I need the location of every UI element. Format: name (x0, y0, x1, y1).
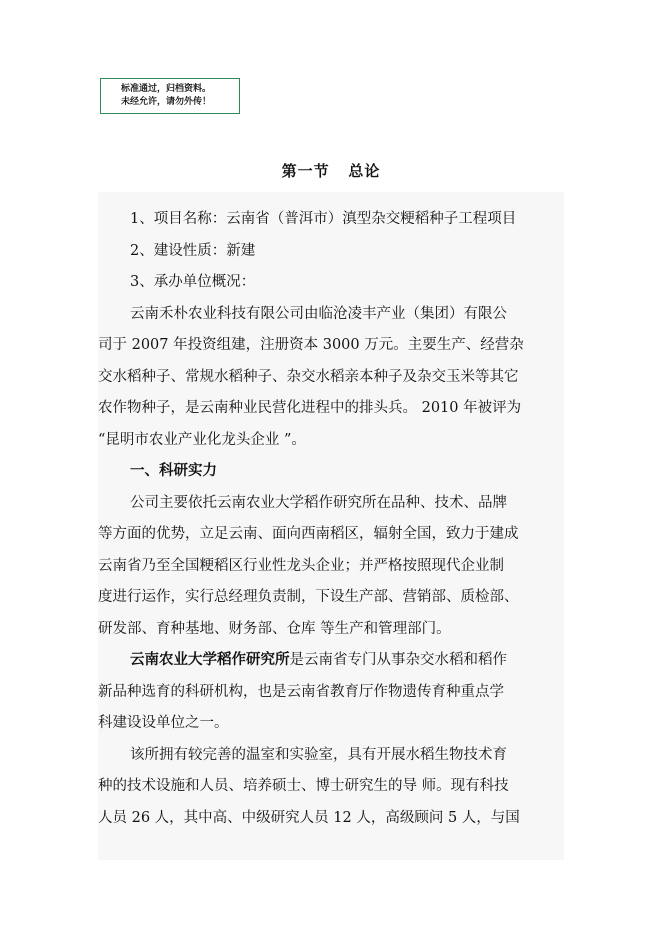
paragraph-line: 人员 26 人，其中高、中级研究人员 12 人，高级顾问 5 人，与国 (98, 809, 520, 826)
item-construction-nature: 2、建设性质：新建 (130, 242, 256, 259)
section-title: 第一节 总论 (281, 162, 381, 180)
paragraph-institute (98, 645, 568, 740)
paragraph-line: 云南禾朴农业科技有限公司由临沧凌丰产业（集团）有限公 (130, 305, 507, 322)
paragraph-line: 公司主要依托云南农业大学稻作研究所在品种、技术、品牌 (130, 494, 507, 511)
approval-stamp (100, 78, 240, 114)
paragraph-line: 交水稻种子、常规水稻种子、杂交水稻亲本种子及杂交玉米等其它 (98, 368, 519, 385)
institute-desc: 是云南省专门从事杂交水稻和稻作 (289, 652, 507, 668)
paragraph-facilities (98, 740, 568, 835)
section-heading-research: 一、科研实力 (130, 463, 217, 479)
paragraph-line: 司于 2007 年投资组建，注册资本 3000 万元。主要生产、经营杂 (98, 337, 524, 353)
paragraph-line: 农作物种子，是云南种业民营化进程中的排头兵。 2010 年被评为 (98, 400, 522, 416)
document-content (98, 204, 568, 834)
paragraph-research (98, 488, 568, 646)
item-project-name: 1、项目名称：云南省（普洱市）滇型杂交粳稻种子工程项目 (130, 211, 517, 227)
paragraph-line: 该所拥有较完善的温室和实验室，具有开展水稻生物技术育 (130, 746, 507, 763)
paragraph-company (98, 299, 568, 457)
item-organizer: 3、承办单位概况： (130, 274, 256, 290)
stamp-line-1: 标准通过，归档资料。 (121, 84, 212, 94)
paragraph-line: 等方面的优势，立足云南、面向西南稻区，辐射全国，致力于建成 (98, 526, 519, 542)
paragraph-line: 云南省乃至全国粳稻区行业性龙头企业；并严格按照现代企业制 (98, 557, 504, 574)
paragraph-line: “昆明市农业产业化龙头企业 ”。 (98, 431, 306, 448)
paragraph-line: 科建设设单位之一。 (98, 715, 229, 731)
paragraph-line: 研发部、育种基地、财务部、仓库 等生产和管理部门。 (98, 620, 451, 637)
institute-name: 云南农业大学稻作研究所 (130, 652, 290, 668)
paragraph-line (98, 645, 568, 677)
paragraph-line: 度进行运作，实行总经理负责制，下设生产部、营销部、质检部、 (98, 589, 519, 605)
paragraph-line: 新品种选育的科研机构，也是云南省教育厅作物遗传育种重点学 (98, 683, 504, 700)
paragraph-line: 种的技术设施和人员、培养硕士、博士研究生的导 师。现有科技 (98, 778, 509, 794)
stamp-line-2: 未经允许，请勿外传！ (121, 97, 212, 107)
